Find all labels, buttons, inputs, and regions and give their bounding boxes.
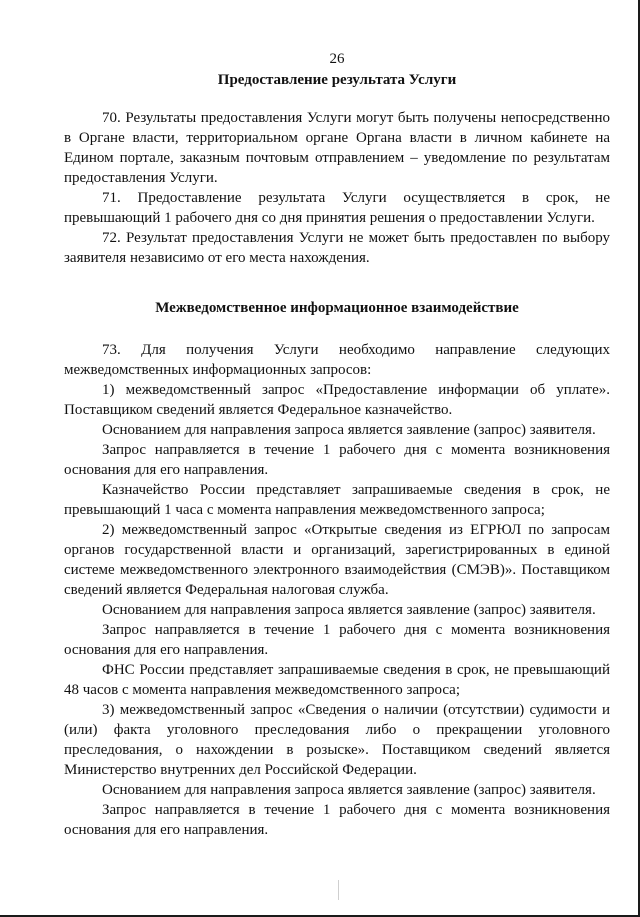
page-content	[64, 50, 610, 840]
paragraph-request-1: 1) межведомственный запрос «Предоставление информации об уплате». Поставщиком сведений является Федеральное казначейство.	[64, 382, 610, 418]
scan-artifact	[338, 880, 339, 900]
paragraph-71: 71. Предоставление результата Услуги осуществляется в срок, не превышающий 1 рабочего дня со дня принятия решения о предоставлении Услуги.	[64, 190, 610, 226]
paragraph-request-3: 3) межведомственный запрос «Сведения о наличии (отсутствии) судимости и (или) факта уголовного преследования либо о прекращении уголовного преследования, о нахождении в розыске». Поставщиком сведений является Министерство внутренних дел Российской Федерации.	[64, 702, 610, 778]
paragraph-72: 72. Результат предоставления Услуги не может быть предоставлен по выбору заявителя независимо от его места нахождения.	[64, 230, 610, 266]
paragraph-request-2: 2) межведомственный запрос «Открытые сведения из ЕГРЮЛ по запросам органов государственной власти и организаций, зарегистрированных в единой системе межведомственного электронного взаимодействия (СМЭВ)». Поставщиком сведений является Федеральная налоговая служба.	[64, 522, 610, 598]
section-heading-result: Предоставление результата Услуги	[217, 72, 457, 88]
paragraph-response-2: ФНС России представляет запрашиваемые сведения в срок, не превышающий 48 часов с момента направления межведомственного запроса;	[64, 662, 610, 698]
paragraph-deadline-1: Запрос направляется в течение 1 рабочего дня с момента возникновения основания для его направления.	[64, 442, 610, 478]
page-number: 26	[329, 51, 345, 67]
paragraph-basis-2: Основанием для направления запроса является заявление (запрос) заявителя.	[102, 602, 596, 618]
paragraph-73: 73. Для получения Услуги необходимо направление следующих межведомственных информационных запросов:	[64, 342, 610, 378]
paragraph-response-1: Казначейство России представляет запрашиваемые сведения в срок, не превышающий 1 часа с момента направления межведомственного запроса;	[64, 482, 610, 518]
paragraph-deadline-3: Запрос направляется в течение 1 рабочего дня с момента возникновения основания для его направления.	[64, 802, 610, 838]
paragraph-basis-1: Основанием для направления запроса является заявление (запрос) заявителя.	[102, 422, 596, 438]
paragraph-basis-3: Основанием для направления запроса является заявление (запрос) заявителя.	[102, 782, 596, 798]
paragraph-70: 70. Результаты предоставления Услуги могут быть получены непосредственно в Органе власти, территориальном органе Органа власти в личном кабинете на Едином портале, заказным почтовым отправлением – уведомление по результатам предоставления Услуги.	[64, 110, 610, 186]
paragraph-deadline-2: Запрос направляется в течение 1 рабочего дня с момента возникновения основания для его направления.	[64, 622, 610, 658]
section-heading-interagency: Межведомственное информационное взаимодействие	[155, 300, 519, 316]
